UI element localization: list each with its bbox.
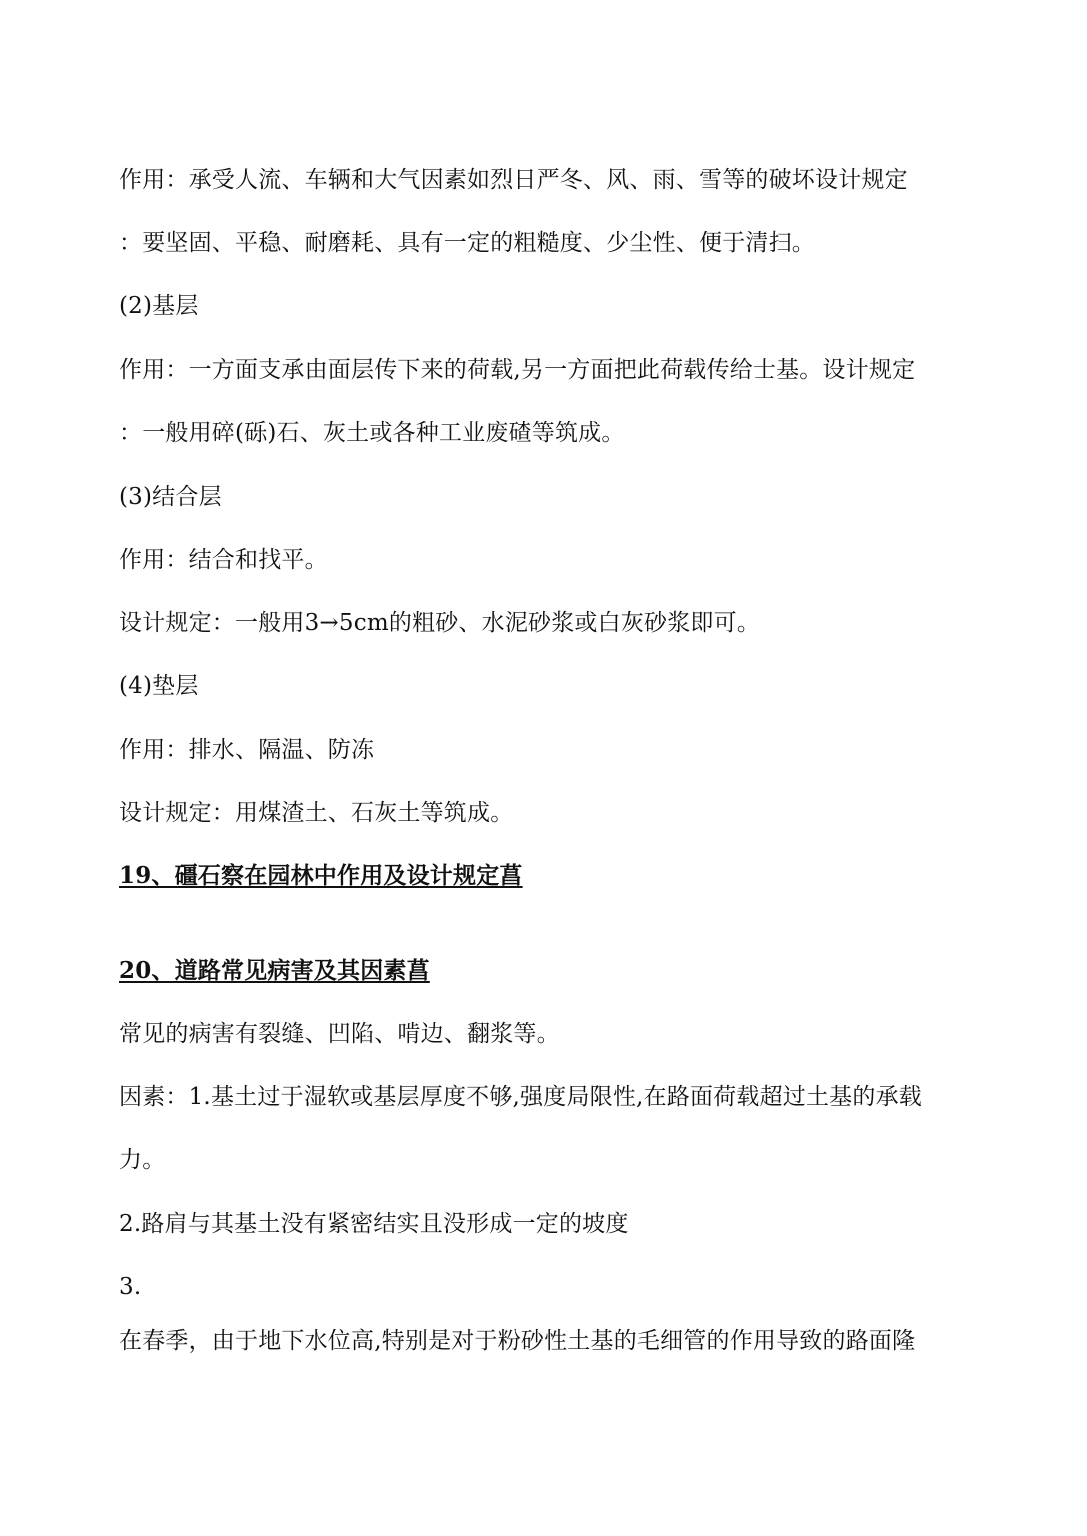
paragraph-line: 设计规定：一般用3→5cm的粗砂、水泥砂浆或白灰砂浆即可。 bbox=[119, 610, 761, 636]
paragraph-line: 力。 bbox=[119, 1147, 166, 1173]
section-heading-19: 19、礓石察在园林中作用及设计规定菖 bbox=[119, 862, 523, 889]
paragraph-line: 在春季，由于地下水位高,特别是对于粉砂性土基的毛细管的作用导致的路面隆 bbox=[119, 1328, 916, 1354]
subheading-base-layer: (2)基层 bbox=[119, 293, 199, 319]
subheading-cushion-layer: (4)垫层 bbox=[119, 673, 199, 699]
paragraph-line: 常见的病害有裂缝、凹陷、啃边、翻浆等。 bbox=[119, 1021, 560, 1047]
paragraph-line: 因素：1.基土过于湿软或基层厚度不够,强度局限性,在路面荷载超过土基的承载 bbox=[119, 1084, 922, 1110]
subheading-binding-layer: (3)结合层 bbox=[119, 484, 222, 510]
section-heading-20: 20、道路常见病害及其因素菖 bbox=[119, 957, 430, 984]
paragraph-line: 2.路肩与其基土没有紧密结实且没形成一定的坡度 bbox=[119, 1211, 629, 1237]
paragraph-line: 作用：一方面支承由面层传下来的荷载,另一方面把此荷载传给士基。设计规定 bbox=[119, 357, 916, 383]
paragraph-line: ：要坚固、平稳、耐磨耗、具有一定的粗糙度、少尘性、便于清扫。 bbox=[119, 230, 815, 256]
paragraph-line: ：一般用碎(砾)石、灰土或各种工业废碴等筑成。 bbox=[119, 420, 625, 446]
paragraph-line: 设计规定：用煤渣土、石灰土等筑成。 bbox=[119, 800, 514, 826]
paragraph-line: 3. bbox=[119, 1274, 142, 1300]
paragraph-line: 作用：承受人流、车辆和大气因素如烈日严冬、风、雨、雪等的破坏设计规定 bbox=[119, 167, 908, 193]
paragraph-line: 作用：结合和找平。 bbox=[119, 547, 328, 573]
paragraph-line: 作用：排水、隔温、防冻 bbox=[119, 737, 375, 763]
